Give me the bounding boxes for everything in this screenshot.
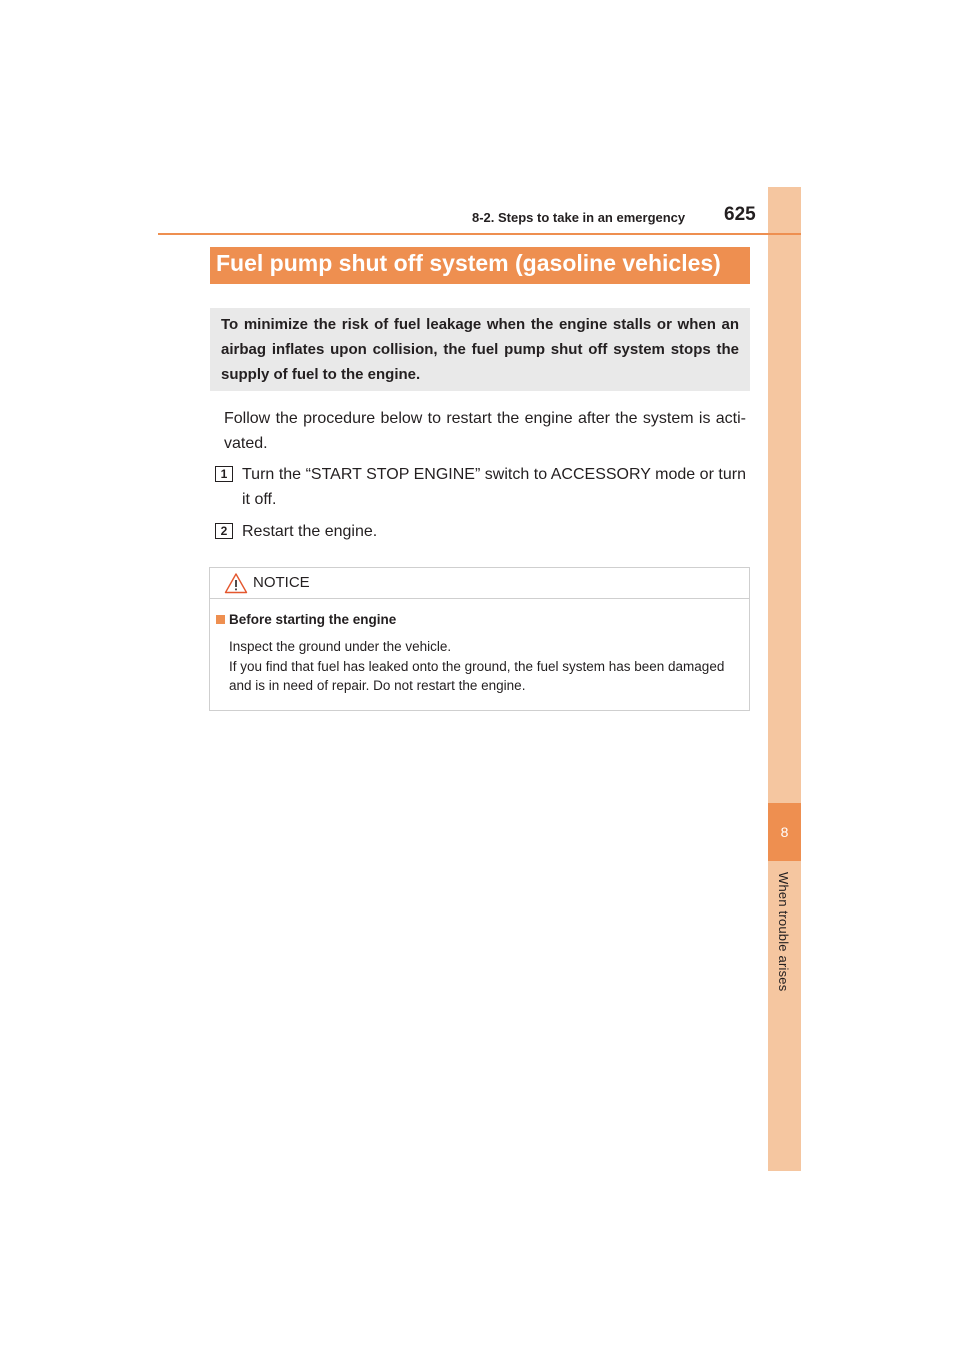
notice-title: NOTICE: [253, 574, 310, 591]
step-number: 2: [215, 523, 233, 539]
chapter-label: When trouble arises: [776, 872, 791, 992]
section-title: Fuel pump shut off system (gasoline vehicles): [210, 247, 750, 284]
section-reference: 8-2. Steps to take in an emergency: [472, 210, 686, 225]
notice-header: [210, 568, 749, 599]
notice-line: Inspect the ground under the vehicle.: [229, 639, 452, 654]
procedure-paragraph: Follow the procedure below to restart the engine after the system is acti-vated.: [224, 410, 746, 452]
notice-box: [209, 567, 750, 711]
warning-triangle-icon: [224, 572, 248, 594]
step-number: 1: [215, 466, 233, 482]
intro-box: To minimize the risk of fuel leakage when the engine stalls or when an airbag inflates upon collision, the fuel pump shut off system stops the supply of fuel to the engine.: [210, 308, 750, 391]
step-text: Restart the engine.: [242, 523, 378, 540]
page-number: 625: [724, 204, 756, 225]
chapter-side-tab: [768, 187, 801, 1171]
chapter-number: 8: [768, 803, 801, 861]
notice-body: [229, 637, 743, 696]
step-2: [215, 519, 746, 544]
bullet-square-icon: [216, 615, 225, 624]
step-1: [215, 462, 746, 512]
notice-subheading-text: Before starting the engine: [229, 612, 397, 627]
notice-subheading: [216, 612, 396, 627]
step-text: Turn the “START STOP ENGINE” switch to ACCESSORY mode or turn it off.: [242, 466, 746, 508]
header-divider: [158, 233, 801, 235]
notice-line: If you find that fuel has leaked onto the ground, the fuel system has been damaged and is in need of repair. Do not restart the engine.: [229, 658, 725, 693]
